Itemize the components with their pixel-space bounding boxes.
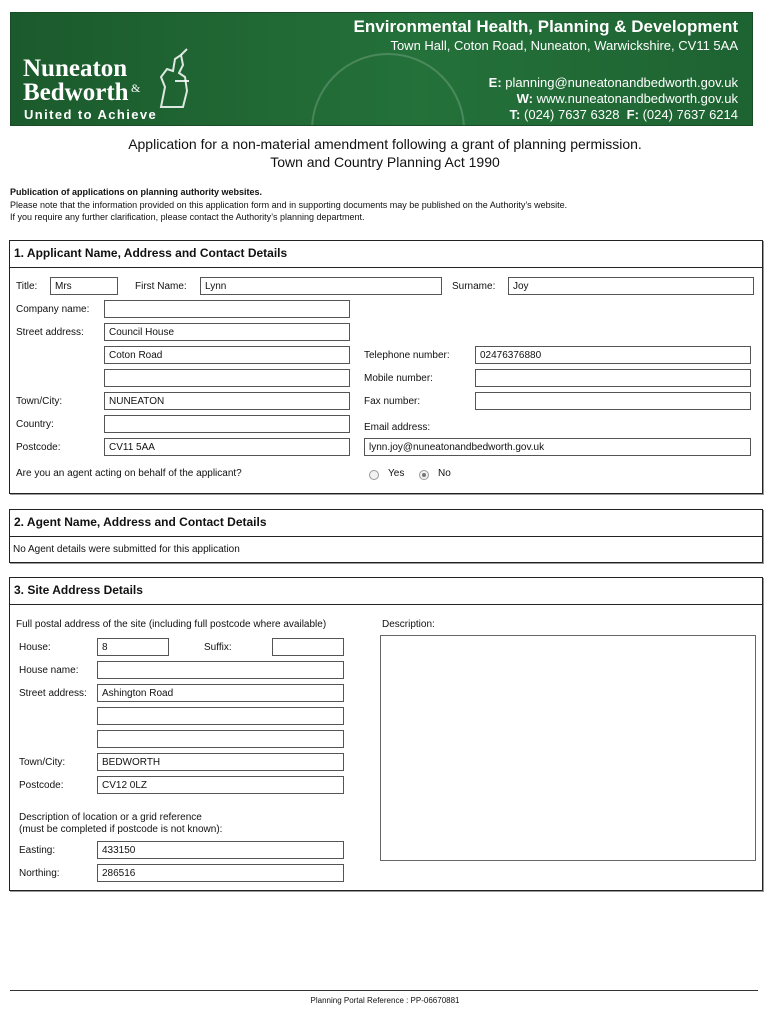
- street-field-3[interactable]: [104, 369, 350, 387]
- country-field[interactable]: [104, 415, 350, 433]
- house-name-field[interactable]: [97, 661, 344, 679]
- country-label: Country:: [16, 419, 54, 430]
- contact-phone-fax: T: (024) 7637 6328 F: (024) 7637 6214: [509, 107, 738, 122]
- house-label: House:: [19, 642, 51, 653]
- fax-label: Fax number:: [364, 396, 421, 407]
- agent-no-radio[interactable]: [419, 470, 429, 480]
- seal-watermark: [311, 53, 465, 126]
- surname-label: Surname:: [452, 281, 496, 292]
- department-address: Town Hall, Coton Road, Nuneaton, Warwickshire, CV11 5AA: [390, 38, 738, 53]
- section-title: 1. Applicant Name, Address and Contact Details: [14, 246, 288, 260]
- footer-divider: [10, 990, 758, 991]
- council-banner: [10, 12, 753, 126]
- first-name-field[interactable]: Lynn: [200, 277, 442, 295]
- section-title: 3. Site Address Details: [14, 583, 143, 597]
- contact-web: W: www.nuneatonandbedworth.gov.uk: [516, 91, 738, 106]
- street-field-2[interactable]: Coton Road: [104, 346, 350, 364]
- agent-yes-label: Yes: [388, 468, 405, 479]
- postcode-field[interactable]: CV11 5AA: [104, 438, 350, 456]
- section-divider: [10, 536, 762, 537]
- easting-label: Easting:: [19, 845, 56, 856]
- postcode-label: Postcode:: [19, 780, 64, 791]
- town-label: Town/City:: [19, 757, 66, 768]
- email-field[interactable]: lynn.joy@nuneatonandbedworth.gov.uk: [364, 438, 751, 456]
- section-divider: [10, 267, 762, 268]
- street-field-1[interactable]: Council House: [104, 323, 350, 341]
- site-section: [9, 577, 763, 891]
- town-field[interactable]: NUNEATON: [104, 392, 350, 410]
- first-name-label: First Name:: [135, 281, 187, 292]
- publication-heading: Publication of applications on planning authority websites.: [10, 187, 263, 197]
- contact-email: E: planning@nuneatonandbedworth.gov.uk: [488, 75, 738, 90]
- section-divider: [10, 604, 762, 605]
- agent-section: [9, 509, 763, 563]
- brand-name-line1: Nuneaton: [23, 55, 128, 82]
- house-field[interactable]: 8: [97, 638, 169, 656]
- street-field-1[interactable]: Ashington Road: [97, 684, 344, 702]
- bear-crest-icon: [151, 47, 199, 113]
- agent-note: No Agent details were submitted for this application: [13, 544, 240, 555]
- street-field-3[interactable]: [97, 730, 344, 748]
- postcode-label: Postcode:: [16, 442, 61, 453]
- northing-field[interactable]: 286516: [97, 864, 344, 882]
- fax-field[interactable]: [475, 392, 751, 410]
- brand-name-line2: Bedworth: [23, 79, 129, 106]
- street-field-2[interactable]: [97, 707, 344, 725]
- email-label: Email address:: [364, 422, 431, 433]
- agent-question: Are you an agent acting on behalf of the applicant?: [16, 468, 242, 479]
- suffix-label: Suffix:: [204, 642, 232, 653]
- mobile-field[interactable]: [475, 369, 751, 387]
- portal-reference: Planning Portal Reference : PP-06670881: [310, 996, 460, 1005]
- form-title: Application for a non-material amendment following a grant of planning permission.: [128, 136, 642, 152]
- applicant-section: [9, 240, 763, 494]
- agent-yes-radio[interactable]: [369, 470, 379, 480]
- brand-ampersand: &: [131, 81, 141, 95]
- location-instructions-note: (must be completed if postcode is not known):: [19, 824, 223, 835]
- telephone-label: Telephone number:: [364, 350, 450, 361]
- surname-field[interactable]: Joy: [508, 277, 754, 295]
- telephone-field[interactable]: 02476376880: [475, 346, 751, 364]
- house-name-label: House name:: [19, 665, 79, 676]
- description-label: Description:: [382, 619, 435, 630]
- street-label: Street address:: [16, 327, 84, 338]
- title-label: Title:: [16, 281, 38, 292]
- description-field[interactable]: [380, 635, 756, 861]
- publication-contact-note: If you require any further clarification, please contact the Authority’s planning department.: [10, 212, 365, 222]
- department-name: Environmental Health, Planning & Development: [353, 17, 738, 36]
- company-field[interactable]: [104, 300, 350, 318]
- mobile-label: Mobile number:: [364, 373, 433, 384]
- site-intro: Full postal address of the site (including full postcode where available): [16, 619, 327, 630]
- town-field[interactable]: BEDWORTH: [97, 753, 344, 771]
- northing-label: Northing:: [19, 868, 60, 879]
- town-label: Town/City:: [16, 396, 63, 407]
- section-title: 2. Agent Name, Address and Contact Details: [14, 515, 267, 529]
- agent-no-label: No: [438, 468, 451, 479]
- street-label: Street address:: [19, 688, 87, 699]
- postcode-field[interactable]: CV12 0LZ: [97, 776, 344, 794]
- publication-note: Please note that the information provided on this application form and in supporting documents may be published on the Authority’s website.: [10, 200, 568, 210]
- easting-field[interactable]: 433150: [97, 841, 344, 859]
- form-subtitle: Town and Country Planning Act 1990: [270, 154, 500, 170]
- company-label: Company name:: [16, 304, 90, 315]
- suffix-field[interactable]: [272, 638, 344, 656]
- tagline: United to Achieve: [24, 107, 158, 122]
- location-instructions: Description of location or a grid reference: [19, 812, 202, 823]
- title-field[interactable]: Mrs: [50, 277, 118, 295]
